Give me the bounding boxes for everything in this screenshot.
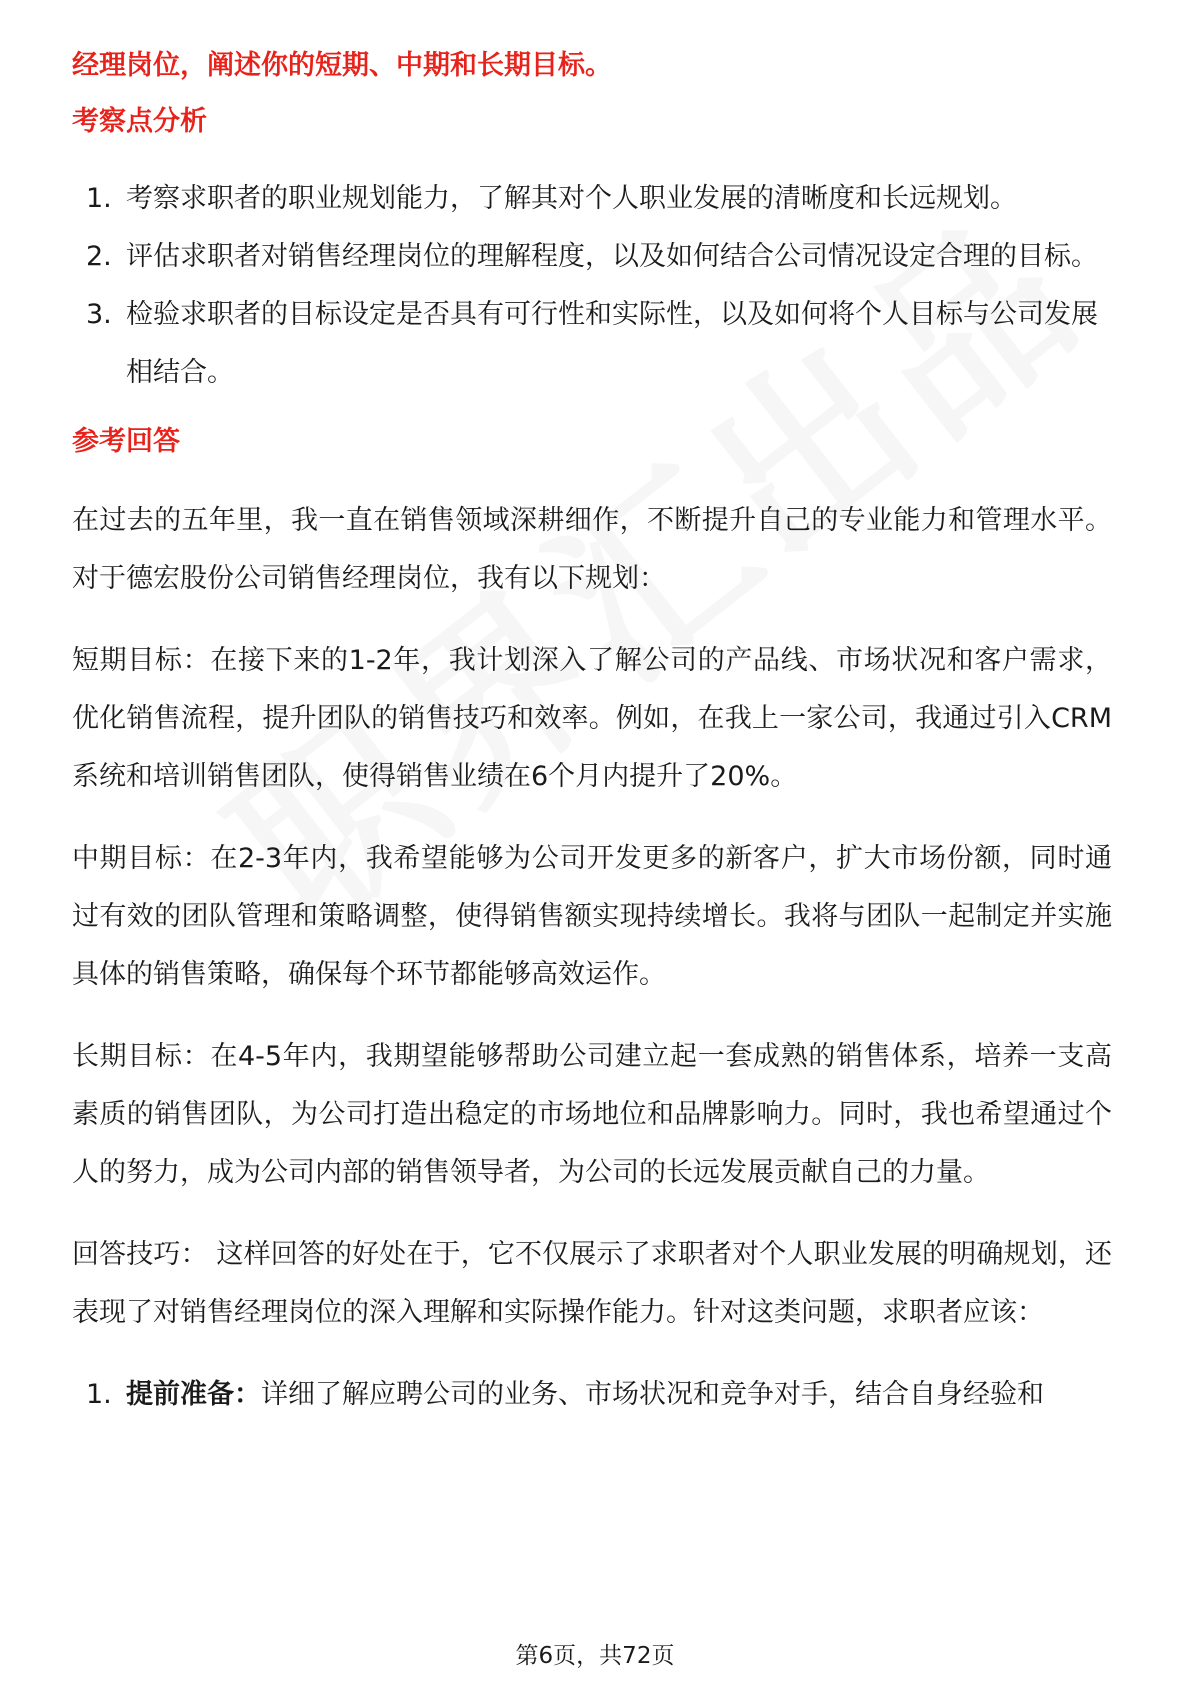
- list-text: 检验求职者的目标设定是否具有可行性和实际性，以及如何将个人目标与公司发展相结合。: [126, 299, 1098, 388]
- tips-list: [72, 1366, 1112, 1424]
- list-text: 评估求职者对销售经理岗位的理解程度，以及如何结合公司情况设定合理的目标。: [126, 241, 1098, 272]
- list-item: [72, 228, 1112, 286]
- list-number: 2.: [86, 241, 112, 272]
- long-term-paragraph: 长期目标：在4-5年内，我期望能够帮助公司建立起一套成熟的销售体系，培养一支高素质的销售团队，为公司打造出稳定的市场地位和品牌影响力。同时，我也希望通过个人的努力，成为公司内部的销售领导者，为公司的长远发展贡献自己的力量。: [72, 1041, 1112, 1188]
- list-text: 考察求职者的职业规划能力，了解其对个人职业发展的清晰度和长远规划。: [126, 183, 1017, 214]
- list-number: 1.: [86, 183, 112, 214]
- list-number: 1.: [86, 1379, 112, 1410]
- mid-term-paragraph: 中期目标：在2-3年内，我希望能够为公司开发更多的新客户，扩大市场份额，同时通过有效的团队管理和策略调整，使得销售额实现持续增长。我将与团队一起制定并实施具体的销售策略，确保每个环节都能够高效运作。: [72, 843, 1112, 990]
- analysis-list: [72, 170, 1112, 402]
- list-number: 3.: [86, 299, 112, 330]
- list-item: [72, 170, 1112, 228]
- answer-heading: 参考回答: [72, 426, 180, 457]
- short-term-paragraph: 短期目标：在接下来的1-2年，我计划深入了解公司的产品线、市场状况和客户需求，优化销售流程，提升团队的销售技巧和效率。例如，在我上一家公司，我通过引入CRM系统和培训销售团队，使得销售业绩在6个月内提升了20%。: [72, 645, 1112, 792]
- tip-label: 提前准备：: [126, 1379, 261, 1410]
- document-body: [72, 46, 1112, 1424]
- list-item: [72, 1366, 1112, 1424]
- question-title: 经理岗位，阐述你的短期、中期和长期目标。: [72, 50, 612, 81]
- list-item: [72, 286, 1112, 402]
- page-footer: 第6页，共72页: [515, 1643, 675, 1669]
- tips-paragraph: 回答技巧： 这样回答的好处在于，它不仅展示了求职者对个人职业发展的明确规划，还表现了对销售经理岗位的深入理解和实际操作能力。针对这类问题，求职者应该：: [72, 1239, 1112, 1328]
- tip-text: 详细了解应聘公司的业务、市场状况和竞争对手，结合自身经验和: [261, 1379, 1044, 1410]
- intro-paragraph: 在过去的五年里，我一直在销售领域深耕细作，不断提升自己的专业能力和管理水平。对于德宏股份公司销售经理岗位，我有以下规划：: [72, 505, 1112, 594]
- analysis-heading: 考察点分析: [72, 106, 207, 137]
